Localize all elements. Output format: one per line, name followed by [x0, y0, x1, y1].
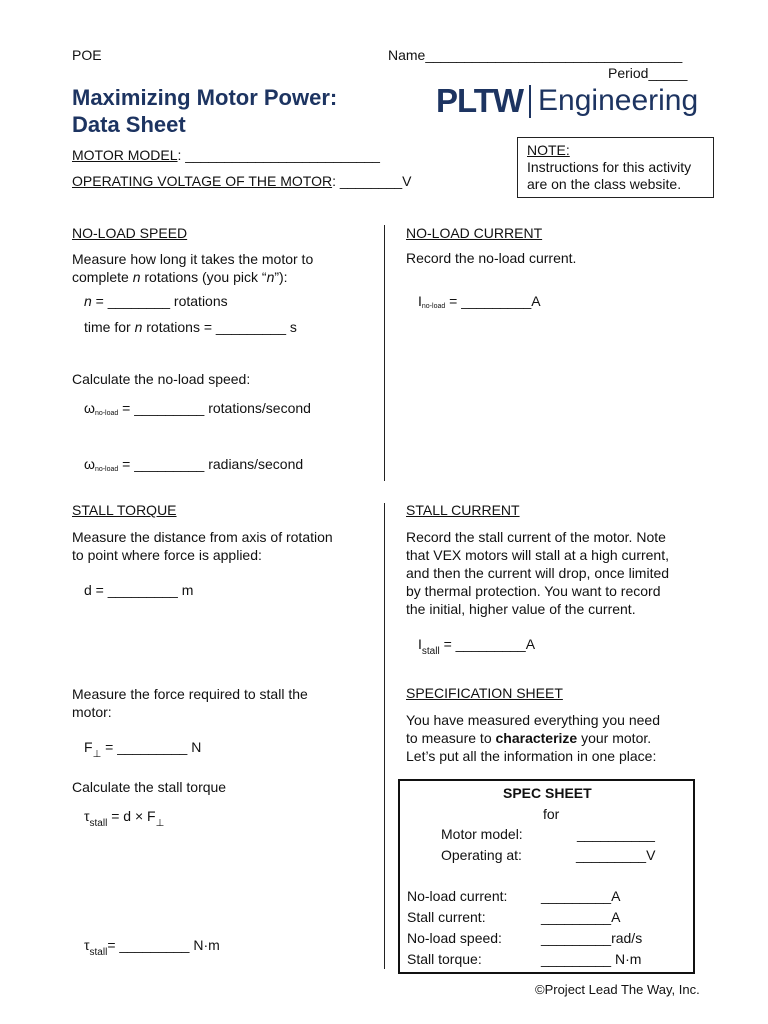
no-load-speed-instructions [72, 250, 313, 286]
motor-model-label: MOTOR MODEL [72, 147, 178, 163]
note-line-2: are on the class website. [527, 176, 682, 192]
operating-voltage-label: OPERATING VOLTAGE OF THE MOTOR [72, 173, 333, 189]
calc-no-load-speed-label: Calculate the no-load speed: [72, 371, 251, 387]
title-line-1: Maximizing Motor Power: [72, 85, 338, 110]
stall-current-line-4: by thermal protection. You want to record [406, 583, 661, 599]
spec-row-label: No-load speed: [407, 930, 502, 946]
calc-stall-torque-label: Calculate the stall torque [72, 779, 227, 795]
spec-row-blank[interactable]: _________rad/s [541, 930, 643, 946]
course-label: POE [72, 47, 102, 63]
motor-model-row [72, 147, 380, 164]
column-divider-top [384, 225, 385, 481]
stall-current-heading: STALL CURRENT [406, 502, 520, 518]
stall-torque-field[interactable]: $\tau_{stall}=$ _________ N·m [84, 937, 220, 958]
spec-model-blank[interactable]: __________ [577, 826, 655, 842]
omega-radians-field[interactable]: $\omega_{no-load}$ = _________ radians/second [84, 456, 304, 473]
logo-engineering-text: Engineering [538, 84, 699, 117]
spec-sheet-for: for [543, 806, 560, 822]
period-field[interactable]: Period_____ [608, 65, 688, 81]
stall-torque-instructions [72, 528, 333, 564]
stall-torque-heading: STALL TORQUE [72, 502, 177, 518]
force-instructions [72, 685, 308, 721]
instruction-line-2: complete n rotations (you pick “n”): [72, 269, 288, 285]
omega-rotations-field[interactable]: $\omega_{no-load}$ = _________ rotations/second [84, 400, 311, 417]
no-load-current-field[interactable]: $I_{no-load}$ = _________A [418, 293, 541, 310]
spec-row-blank[interactable]: _________A [541, 909, 621, 925]
spec-sheet-box [398, 779, 695, 974]
torque-equation: $\tau_{stall} = d \times F_\perp$ [84, 808, 165, 829]
name-field[interactable]: Name_________________________________ [388, 47, 683, 63]
spec-line-2: to measure to characterize your motor. [406, 730, 652, 746]
distance-field[interactable]: d = _________ m [84, 582, 194, 598]
spec-operating-label: Operating at: [441, 847, 522, 863]
distance-line-1: Measure the distance from axis of rotation [72, 529, 333, 545]
spec-sheet-title: SPEC SHEET [503, 785, 592, 801]
motor-model-blank[interactable]: : _________________________ [177, 147, 380, 163]
stall-current-line-1: Record the stall current of the motor. Note [406, 529, 666, 545]
spec-row-label: Stall torque: [407, 951, 482, 967]
stall-current-instructions [406, 528, 669, 618]
spec-row-label: No-load current: [407, 888, 508, 904]
spec-section-heading: SPECIFICATION SHEET [406, 685, 563, 701]
no-load-speed-heading: NO-LOAD SPEED [72, 225, 188, 241]
no-load-current-instruction: Record the no-load current. [406, 250, 577, 266]
spec-row-blank[interactable]: _________ N·m [541, 951, 642, 967]
stall-current-line-5: the initial, higher value of the current. [406, 601, 636, 617]
no-load-current-heading: NO-LOAD CURRENT [406, 225, 543, 241]
page-title [72, 84, 337, 138]
spec-operating-blank[interactable]: _________V [576, 847, 656, 863]
logo-divider [529, 85, 531, 118]
spec-section-text [406, 711, 660, 765]
title-line-2: Data Sheet [72, 112, 186, 137]
stall-current-field[interactable]: $I_{stall}$ = _________A [418, 636, 536, 657]
spec-row-label: Stall current: [407, 909, 486, 925]
force-field[interactable]: $F_\perp$ = _________ N [84, 739, 202, 760]
column-divider-bottom [384, 503, 385, 969]
stall-current-line-2: that VEX motors will stall at a high current, [406, 547, 669, 563]
note-heading: NOTE: [527, 142, 570, 158]
instruction-line-1: Measure how long it takes the motor to [72, 251, 314, 267]
stall-current-line-3: and then the current will drop, once limited [406, 565, 670, 581]
note-box [517, 137, 714, 198]
spec-line-1: You have measured everything you need [406, 712, 660, 728]
pltw-engineering-logo [436, 82, 698, 120]
logo-pltw-text: PLTW [436, 82, 524, 119]
distance-line-2: to point where force is applied: [72, 547, 262, 563]
force-line-1: Measure the force required to stall the [72, 686, 308, 702]
operating-voltage-blank[interactable]: : ________V [332, 173, 412, 189]
spec-row-blank[interactable]: _________A [541, 888, 621, 904]
time-field[interactable]: time for n rotations = _________ s [84, 319, 297, 335]
copyright: ©Project Lead The Way, Inc. [535, 982, 700, 997]
n-rotations-field[interactable]: n = ________ rotations [84, 293, 228, 309]
spec-line-3: Let’s put all the information in one place: [406, 748, 657, 764]
spec-model-label: Motor model: [441, 826, 523, 842]
operating-voltage-row [72, 173, 411, 190]
note-line-1: Instructions for this activity [527, 159, 692, 175]
force-line-2: motor: [72, 704, 112, 720]
